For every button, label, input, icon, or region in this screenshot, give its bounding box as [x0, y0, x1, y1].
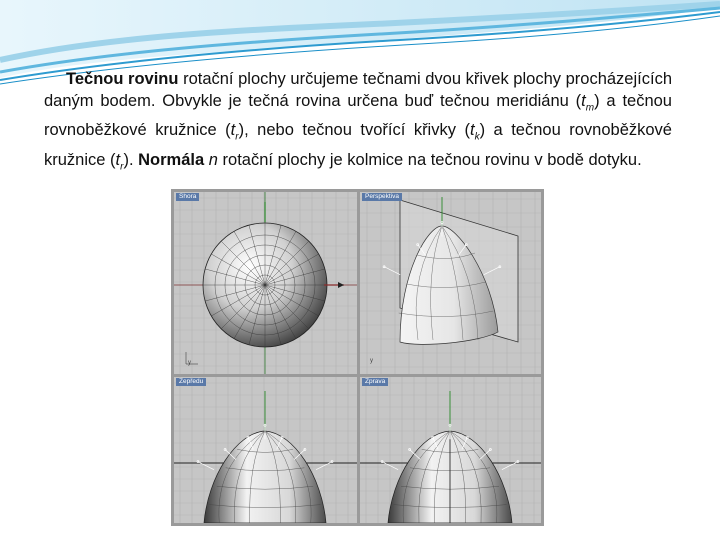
text-run: Normála [138, 150, 205, 169]
text-run: k [474, 131, 480, 143]
text-run: t [469, 121, 475, 140]
right-view-drawing [360, 377, 541, 523]
text-run: t [581, 92, 586, 110]
svg-text:y: y [370, 358, 373, 364]
viewport-perspective [360, 192, 541, 374]
text-run: m [585, 102, 595, 114]
viewport-label: Shora [176, 193, 199, 201]
text-run: Tečnou rovinu [66, 70, 179, 88]
top-view-drawing [174, 192, 357, 374]
text-run: r [120, 160, 124, 172]
body-text [44, 68, 672, 178]
rhino-viewports-figure [171, 189, 544, 526]
text-run: t [230, 121, 236, 140]
viewport-label: Zprava [362, 378, 388, 386]
text-run: t [115, 150, 121, 169]
text-run: rotační plochy je kolmice na tečnou rovinu v bodě dotyku. [217, 150, 642, 169]
text-run: ) a tečnou rovnoběžkové kružnice ( [44, 121, 672, 169]
front-view-drawing [174, 377, 357, 523]
viewport-front [174, 377, 357, 523]
viewport-label: Perspektiva [362, 193, 402, 201]
paragraph [44, 68, 672, 178]
text-run: ) a tečnou rovnoběžkové kružnice ( [44, 92, 672, 140]
viewport-label: Zepředu [176, 378, 206, 386]
viewport-right [360, 377, 541, 523]
viewport-top [174, 192, 357, 374]
text-run: ). [123, 150, 139, 169]
text-run: r [235, 131, 239, 143]
svg-text:y: y [188, 360, 191, 366]
perspective-view-drawing [360, 192, 541, 374]
text-run: n [208, 150, 218, 169]
text-run: rotační plochy určujeme tečnami dvou křivek plochy procházejících daným bodem. Obvykle je tečná rovina určena buď tečnou meridiánu ( [44, 70, 672, 110]
text-run: ), nebo tečnou tvořící křivky ( [238, 121, 470, 140]
